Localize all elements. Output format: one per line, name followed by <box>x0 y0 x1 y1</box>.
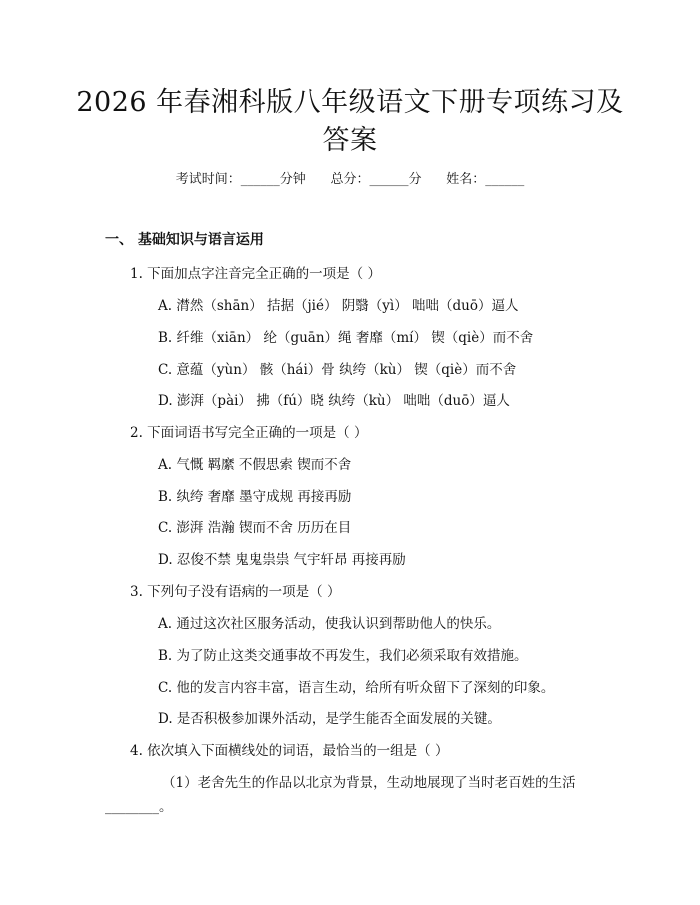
question-4-sub-1: （1）老舍先生的作品以北京为背景，生动地展现了当时老百姓的生活 <box>162 775 576 791</box>
question-1-option-a: A. 潸然（shān） 拮据（jié） 阴翳（yì） 咄咄（duō）逼人 <box>158 298 519 314</box>
question-3-stem: 3. 下列句子没有语病的一项是（ ） <box>130 584 341 600</box>
question-3-option-a: A. 通过这次社区服务活动，使我认识到帮助他人的快乐。 <box>158 616 501 632</box>
section-heading: 一、 基础知识与语言运用 <box>105 232 264 248</box>
question-2-stem: 2. 下面词语书写完全正确的一项是（ ） <box>130 425 368 441</box>
question-3-option-c: C. 他的发言内容丰富，语言生动，给所有听众留下了深刻的印象。 <box>158 680 555 696</box>
question-3-option-b: B. 为了防止这类交通事故不再发生，我们必须采取有效措施。 <box>158 648 528 664</box>
document-title <box>0 84 700 160</box>
question-3-option-d: D. 是否积极参加课外活动，是学生能否全面发展的关键。 <box>158 711 501 727</box>
question-2-option-a: A. 气慨 羁縻 不假思索 锲而不舍 <box>158 457 352 473</box>
question-2-option-d: D. 忍俊不禁 鬼鬼祟祟 气宇轩昂 再接再励 <box>158 552 406 568</box>
question-1-option-b: B. 纤维（xiān） 纶（guān）绳 奢靡（mí） 锲（qiè）而不舍 <box>158 330 534 346</box>
title-line-2: 答案 <box>322 125 378 156</box>
question-4-sub-1-continuation: ________。 <box>105 799 173 815</box>
question-2-option-c: C. 澎湃 浩瀚 锲而不舍 历历在目 <box>158 520 352 536</box>
title-line-1: 2026 年春湘科版八年级语文下册专项练习及 <box>76 87 624 118</box>
exam-info: 考试时间：______分钟 总分：______分 姓名：______ <box>175 172 525 187</box>
question-4-stem: 4. 依次填入下面横线处的词语，最恰当的一组是（ ） <box>130 743 449 759</box>
question-2-option-b: B. 纨绔 奢靡 墨守成规 再接再励 <box>158 489 352 505</box>
question-1-option-d: D. 澎湃（pài） 拂（fú）晓 纨绔（kù） 咄咄（duō）逼人 <box>158 393 510 409</box>
question-1-option-c: C. 意蕴（yùn） 骸（hái）骨 纨绔（kù） 锲（qiè）而不舍 <box>158 362 517 378</box>
question-1-stem: 1. 下面加点字注音完全正确的一项是（ ） <box>130 266 381 282</box>
